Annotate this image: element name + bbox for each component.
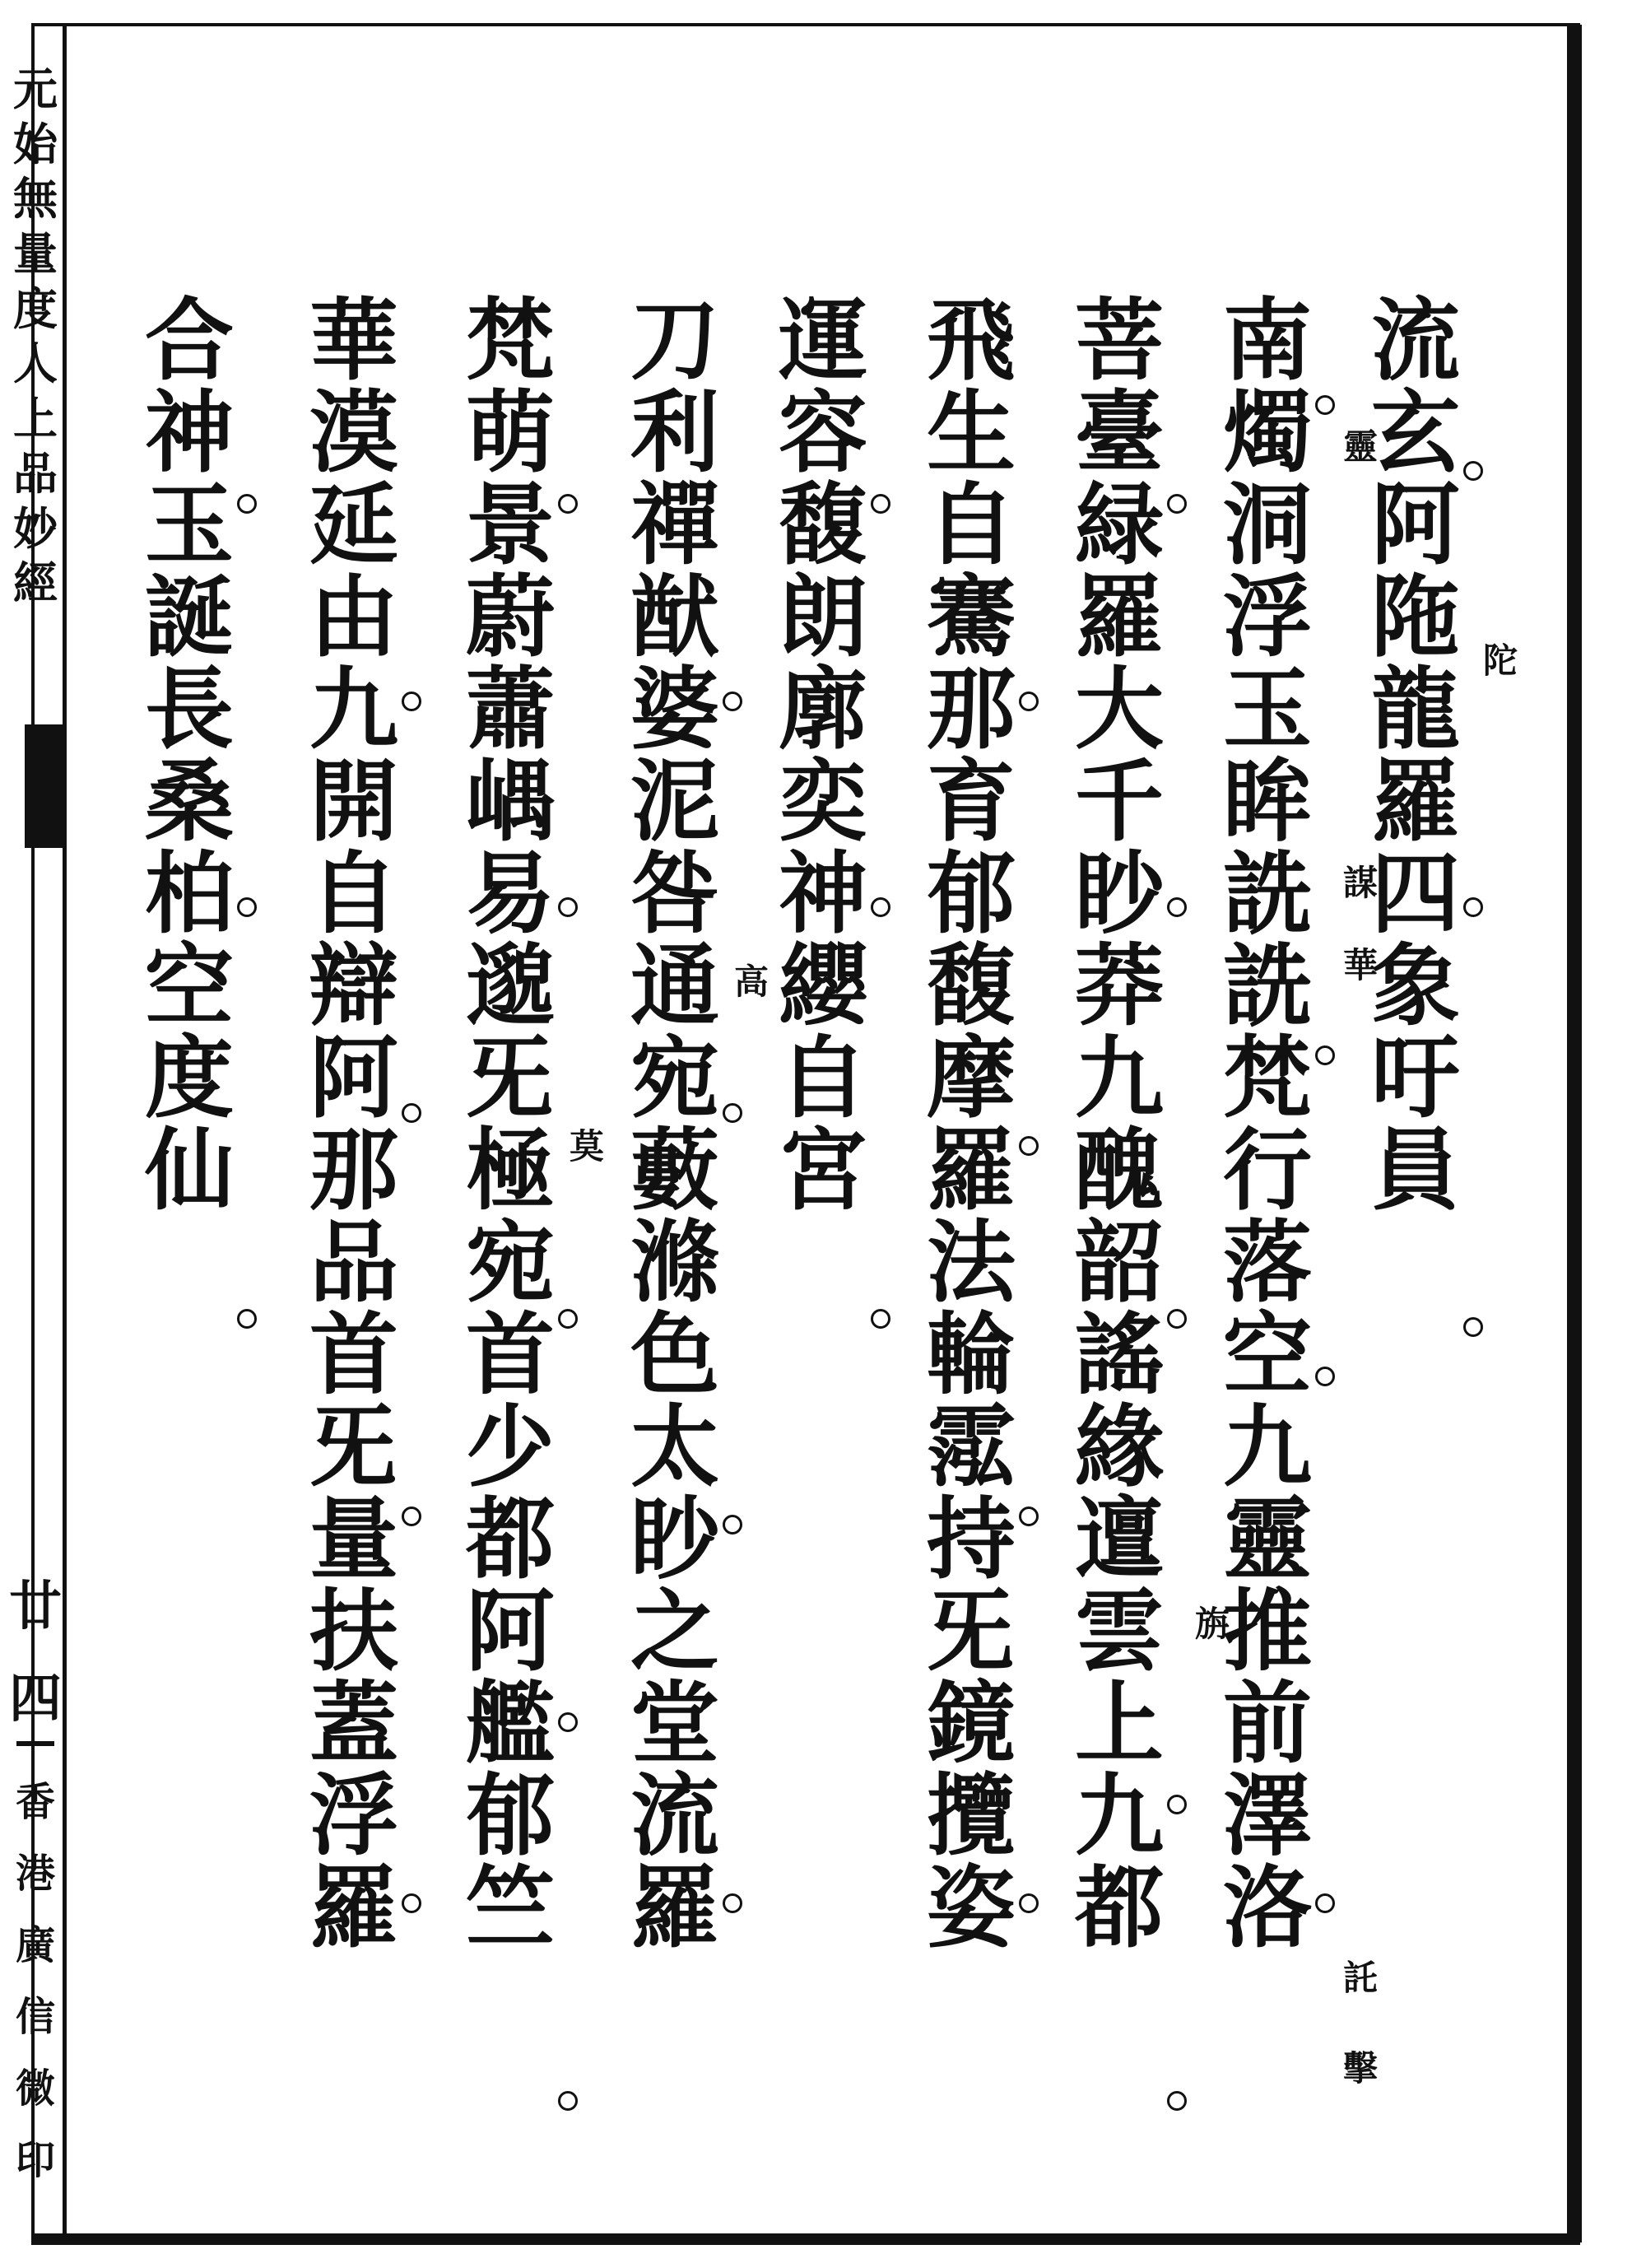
- glyph: 員: [1370, 1119, 1460, 1222]
- glyph: 運: [778, 289, 867, 393]
- glyph: 羅: [926, 1119, 1016, 1222]
- glyph: 滌: [630, 1211, 719, 1315]
- punctuation-circle: [1315, 1367, 1335, 1386]
- glyph: 浮: [1222, 566, 1312, 669]
- glyph: 蔚: [465, 566, 555, 669]
- glyph: 韶: [1074, 1211, 1164, 1315]
- glyph: 霐: [926, 1395, 1016, 1499]
- glyph: 持: [926, 1488, 1016, 1591]
- glyph: 四: [1370, 842, 1460, 946]
- punctuation-circle: [1167, 494, 1187, 514]
- glyph: 法: [926, 1211, 1016, 1315]
- glyph: 南: [1222, 289, 1312, 393]
- text-column-6: [625, 289, 724, 1960]
- glyph: 姿: [926, 1856, 1016, 1960]
- punctuation-circle: [1019, 692, 1039, 711]
- punctuation-circle: [237, 897, 257, 917]
- glyph: 阿: [309, 1027, 398, 1130]
- interlinear-note: 華: [1338, 947, 1379, 981]
- glyph: 大: [1074, 658, 1164, 761]
- interlinear-note: 靈: [1338, 428, 1379, 463]
- punctuation-circle: [1463, 897, 1483, 917]
- glyph: 緣: [1074, 1395, 1164, 1499]
- glyph: 嵎: [465, 750, 555, 854]
- glyph: 開: [309, 750, 398, 854]
- glyph: 蕭: [465, 658, 555, 761]
- glyph: 品: [309, 1211, 398, 1315]
- punctuation-circle: [402, 1893, 421, 1913]
- glyph: 纓: [778, 934, 867, 1038]
- interlinear-note: 高: [729, 963, 770, 998]
- glyph: 九: [1074, 1764, 1164, 1868]
- glyph: 菩: [1074, 289, 1164, 393]
- punctuation-circle: [402, 1507, 421, 1526]
- punctuation-circle: [1463, 1317, 1483, 1337]
- glyph: 泥: [630, 750, 719, 854]
- glyph: 自: [309, 842, 398, 946]
- glyph: 空: [1222, 1303, 1312, 1407]
- punctuation-circle: [1463, 461, 1483, 481]
- glyph: 空: [144, 934, 234, 1038]
- glyph: 景: [465, 473, 555, 577]
- glyph: 九: [1222, 1395, 1312, 1499]
- glyph: 眸: [1222, 750, 1312, 854]
- glyph: 莽: [1074, 934, 1164, 1038]
- glyph: 之: [630, 1580, 719, 1684]
- punctuation-circle: [1019, 1136, 1039, 1156]
- glyph: 易: [465, 842, 555, 946]
- glyph: 攬: [926, 1764, 1016, 1868]
- glyph: 桑: [144, 750, 234, 854]
- gutter-header-char: 元: [13, 63, 58, 115]
- glyph: 馥: [926, 934, 1016, 1038]
- text-column-8: [305, 289, 403, 1960]
- glyph: 邅: [1074, 1488, 1164, 1591]
- glyph: 謠: [1074, 1303, 1164, 1407]
- glyph: 流: [630, 1764, 719, 1868]
- glyph: 雲: [1074, 1580, 1164, 1684]
- glyph: 竺: [465, 1856, 555, 1960]
- glyph: 上: [1074, 1672, 1164, 1776]
- glyph: 旡: [926, 1580, 1016, 1684]
- punctuation-circle: [1315, 1046, 1335, 1065]
- imprint-char: 信: [15, 1994, 55, 2040]
- punctuation-circle: [237, 494, 257, 514]
- glyph: 扶: [309, 1580, 398, 1684]
- glyph: 柏: [144, 842, 234, 946]
- glyph: 郁: [926, 842, 1016, 946]
- glyph: 摩: [926, 1027, 1016, 1130]
- imprint-char: 廣: [15, 1922, 55, 1968]
- glyph: 宮: [778, 1119, 867, 1222]
- glyph: 那: [309, 1119, 398, 1222]
- punctuation-circle: [558, 897, 578, 917]
- glyph: 洛: [1222, 1856, 1312, 1960]
- punctuation-circle: [1167, 2091, 1187, 2111]
- glyph: 前: [1222, 1672, 1312, 1776]
- glyph: 由: [309, 566, 398, 669]
- imprint-char: 香: [15, 1779, 55, 1825]
- glyph: 羅: [1074, 566, 1164, 669]
- gutter-header-char: 品: [13, 446, 58, 500]
- punctuation-circle: [1167, 1309, 1187, 1329]
- glyph: 萌: [465, 381, 555, 485]
- punctuation-circle: [558, 494, 578, 514]
- glyph: 梵: [1222, 1027, 1312, 1130]
- glyph: 奕: [778, 750, 867, 854]
- glyph: 宛: [630, 1027, 719, 1130]
- gutter-fishtail-mark: [25, 724, 63, 848]
- gutter-header-char: 度: [13, 282, 58, 335]
- punctuation-circle: [402, 692, 421, 711]
- glyph: 育: [926, 750, 1016, 854]
- punctuation-circle: [1167, 897, 1187, 917]
- glyph: 澤: [1222, 1764, 1312, 1868]
- punctuation-circle: [1315, 1893, 1335, 1913]
- glyph: 蓋: [309, 1672, 398, 1776]
- glyph: 色: [630, 1303, 719, 1407]
- glyph: 自: [778, 1027, 867, 1130]
- glyph: 鏡: [926, 1672, 1016, 1776]
- glyph: 玉: [1222, 658, 1312, 761]
- glyph: 禪: [630, 473, 719, 577]
- glyph: 梵: [465, 289, 555, 393]
- text-column-9: [140, 289, 239, 1222]
- punctuation-circle: [402, 1103, 421, 1123]
- glyph: 醜: [1074, 1119, 1164, 1222]
- gutter-header-char: 人: [13, 337, 58, 390]
- punctuation-circle: [1019, 1507, 1039, 1526]
- glyph: 朗: [778, 566, 867, 669]
- interlinear-note: 託: [1338, 1959, 1379, 1994]
- glyph: 那: [926, 658, 1016, 761]
- imprint-char: 印: [15, 2137, 55, 2183]
- glyph: 羅: [309, 1856, 398, 1960]
- glyph: 九: [1074, 1027, 1164, 1130]
- glyph: 少: [465, 1395, 555, 1499]
- glyph: 詵: [1222, 934, 1312, 1038]
- punctuation-circle: [723, 1103, 742, 1123]
- glyph: 玄: [1370, 381, 1460, 485]
- gutter-header-char: 無: [13, 172, 58, 226]
- glyph: 漠: [309, 381, 398, 485]
- glyph: 流: [1370, 289, 1460, 393]
- page-frame-bottom-rule: [31, 2233, 1580, 2245]
- text-column-7: [461, 289, 560, 1960]
- glyph: 堂: [630, 1672, 719, 1776]
- text-column-3: [1070, 289, 1169, 1960]
- glyph: 眇: [630, 1488, 719, 1591]
- punctuation-circle: [871, 1309, 890, 1329]
- glyph: 馥: [778, 473, 867, 577]
- imprint-char: 港: [15, 1851, 55, 1897]
- glyph: 誕: [144, 566, 234, 669]
- punctuation-circle: [871, 897, 890, 917]
- page-number-char: 四: [9, 1668, 62, 1730]
- gutter-header-char: 上: [13, 392, 58, 445]
- glyph: 輪: [926, 1303, 1016, 1407]
- punctuation-circle: [558, 1712, 578, 1732]
- glyph: 邈: [465, 934, 555, 1038]
- punctuation-circle: [871, 494, 890, 514]
- glyph: 太: [630, 1395, 719, 1499]
- glyph: 千: [1074, 750, 1164, 854]
- glyph: 臺: [1074, 381, 1164, 485]
- glyph: 都: [465, 1488, 555, 1591]
- punctuation-circle: [1315, 395, 1335, 415]
- glyph: 極: [465, 1119, 555, 1222]
- glyph: 玉: [144, 473, 234, 577]
- interlinear-note: 擊: [1338, 2050, 1379, 2084]
- glyph: 長: [144, 658, 234, 761]
- glyph: 宛: [465, 1211, 555, 1315]
- glyph: 象: [1370, 934, 1460, 1038]
- glyph: 郁: [465, 1764, 555, 1868]
- text-column-2: [1218, 289, 1317, 1960]
- glyph: 羅: [630, 1856, 719, 1960]
- glyph: 推: [1222, 1580, 1312, 1684]
- glyph: 都: [1074, 1856, 1164, 1960]
- interlinear-note: 莫: [565, 1128, 605, 1162]
- page-number-char: 廿: [9, 1576, 62, 1637]
- glyph: 廓: [778, 658, 867, 761]
- glyph: 艦: [465, 1672, 555, 1776]
- glyph: 騫: [926, 566, 1016, 669]
- page-frame-right-rule: [1567, 25, 1582, 2242]
- glyph: 九: [309, 658, 398, 761]
- glyph: 度: [144, 1027, 234, 1130]
- interlinear-note: 陀: [1478, 642, 1518, 677]
- glyph: 仙: [144, 1119, 234, 1222]
- glyph: 首: [465, 1303, 555, 1407]
- punctuation-circle: [1167, 1795, 1187, 1814]
- glyph: 延: [309, 473, 398, 577]
- gutter-header-char: 經: [13, 557, 58, 610]
- glyph: 靈: [1222, 1488, 1312, 1591]
- punctuation-circle: [558, 1309, 578, 1329]
- gutter-dash: [16, 1741, 54, 1746]
- glyph: 龍: [1370, 658, 1460, 761]
- glyph: 合: [144, 289, 234, 393]
- interlinear-note: 旃: [1190, 1605, 1230, 1640]
- punctuation-circle: [558, 2091, 578, 2111]
- glyph: 刀: [630, 289, 719, 393]
- punctuation-circle: [723, 692, 742, 711]
- glyph: 首: [309, 1303, 398, 1407]
- gutter-header-char: 量: [13, 227, 58, 281]
- imprint-char: 微: [15, 2065, 55, 2112]
- glyph: 旡: [465, 1027, 555, 1130]
- glyph: 自: [926, 473, 1016, 577]
- gutter-imprint: [7, 1770, 64, 2185]
- glyph: 行: [1222, 1119, 1312, 1222]
- glyph: 通: [630, 934, 719, 1038]
- glyph: 華: [309, 289, 398, 393]
- glyph: 飛: [926, 289, 1016, 393]
- glyph: 藪: [630, 1119, 719, 1222]
- glyph: 利: [630, 381, 719, 485]
- glyph: 燭: [1222, 381, 1312, 485]
- gutter-header: [7, 63, 64, 610]
- glyph: 旡: [309, 1395, 398, 1499]
- glyph: 神: [144, 381, 234, 485]
- punctuation-circle: [1019, 1893, 1039, 1913]
- text-column-5: [774, 289, 872, 1222]
- glyph: 猷: [630, 566, 719, 669]
- glyph: 眇: [1074, 842, 1164, 946]
- glyph: 陁: [1370, 566, 1460, 669]
- glyph: 生: [926, 381, 1016, 485]
- gutter-page-number: [7, 1564, 64, 1732]
- glyph: 吁: [1370, 1027, 1460, 1130]
- glyph: 洞: [1222, 473, 1312, 577]
- punctuation-circle: [723, 1515, 742, 1535]
- glyph: 浮: [309, 1764, 398, 1868]
- gutter-header-char: 始: [13, 117, 58, 170]
- punctuation-circle: [723, 1893, 742, 1913]
- glyph: 神: [778, 842, 867, 946]
- punctuation-circle: [237, 1309, 257, 1329]
- glyph: 落: [1222, 1211, 1312, 1315]
- glyph: 羅: [1370, 750, 1460, 854]
- glyph: 容: [778, 381, 867, 485]
- glyph: 阿: [465, 1580, 555, 1684]
- glyph: 咎: [630, 842, 719, 946]
- text-column-4: [922, 289, 1021, 1960]
- glyph: 婆: [630, 658, 719, 761]
- interlinear-note: 謀: [1338, 864, 1379, 899]
- gutter-header-char: 妙: [13, 501, 58, 555]
- glyph: 阿: [1370, 473, 1460, 577]
- glyph: 詵: [1222, 842, 1312, 946]
- glyph: 辯: [309, 934, 398, 1038]
- glyph: 緑: [1074, 473, 1164, 577]
- glyph: 量: [309, 1488, 398, 1591]
